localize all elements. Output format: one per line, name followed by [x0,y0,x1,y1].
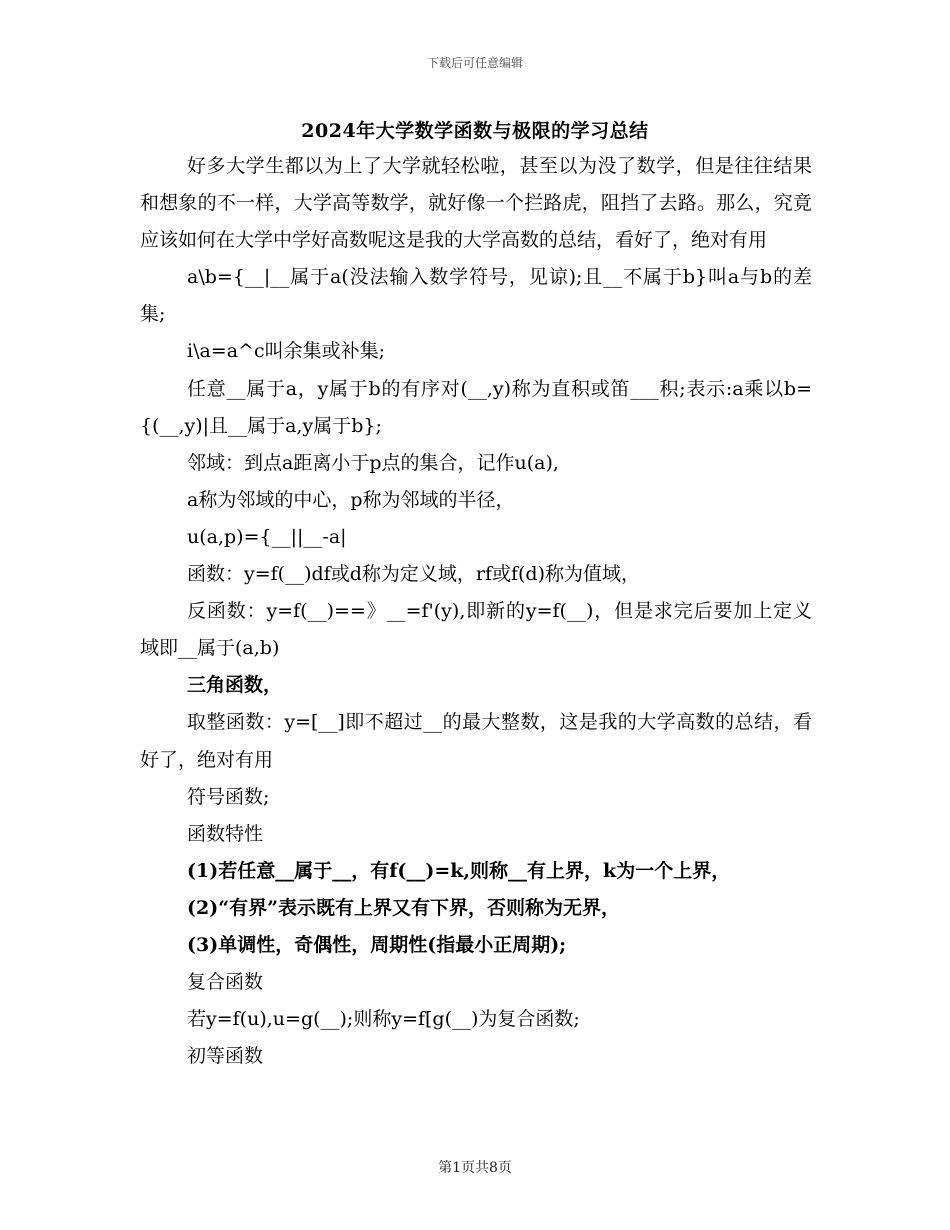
page-footer: 第1页共8页 [438,1160,512,1176]
page-header: 下载后可任意编辑 [426,56,523,70]
paragraph-property-1: (1)若任意__属于__，有f(__)=k,则称__有上界，k为一个上界， [187,859,731,882]
paragraph-composite-def: 若y=f(u),u=g(__);则称y=f[g(__)为复合函数; [187,1008,580,1031]
paragraph-elementary-heading: 初等函数 [187,1045,264,1068]
paragraph-trig-heading: 三角函数， [187,674,283,697]
paragraph-property-3: (3)单调性，奇偶性，周期性(指最小正周期); [187,933,567,956]
document-title: 2024年大学数学函数与极限的学习总结 [301,120,649,142]
paragraph-composite-heading: 复合函数 [187,971,264,994]
paragraph-neighborhood-center: a称为邻域的中心，p称为邻域的半径， [187,488,515,511]
paragraph-property-2: (2)“有界”表示既有上界又有下界，否则称为无界， [187,896,621,919]
document-body [140,148,812,1075]
paragraph-neighborhood-formula: u(a,p)={__||__-a| [187,525,347,548]
paragraph-difference-set: a\b={__|__属于a(没法输入数学符号，见谅);且__不属于b}叫a与b的差集; [140,266,812,326]
paragraph-sign-function: 符号函数; [187,785,270,808]
paragraph-complement: i\a=a^c叫余集或补集; [187,340,386,363]
paragraph-intro: 好多大学生都以为上了大学就轻松啦，甚至以为没了数学，但是往往结果和想象的不一样，大学高等数学，就好像一个拦路虎，阻挡了去路。那么，究竟应该如何在大学中学好高数呢这是我的大学高数的总结，看好了，绝对有用 [140,155,812,252]
paragraph-floor-function: 取整函数：y=[__]即不超过__的最大整数，这是我的大学高数的总结，看好了，绝对有用 [140,711,812,771]
paragraph-neighborhood: 邻域：到点a距离小于p点的集合，记作u(a), [187,451,559,474]
paragraph-function: 函数：y=f(__)df或d称为定义域，rf或f(d)称为值域， [187,563,641,586]
paragraph-function-properties: 函数特性 [187,822,264,845]
paragraph-inverse-function: 反函数：y=f(__)==》__=f'(y),即新的y=f(__)，但是求完后要加上定义域即__属于(a,b) [140,600,812,660]
paragraph-cartesian-product: 任意__属于a，y属于b的有序对(__,y)称为直积或笛___积;表示:a乘以b={(__,y)|且__属于a,y属于b}; [140,377,812,437]
